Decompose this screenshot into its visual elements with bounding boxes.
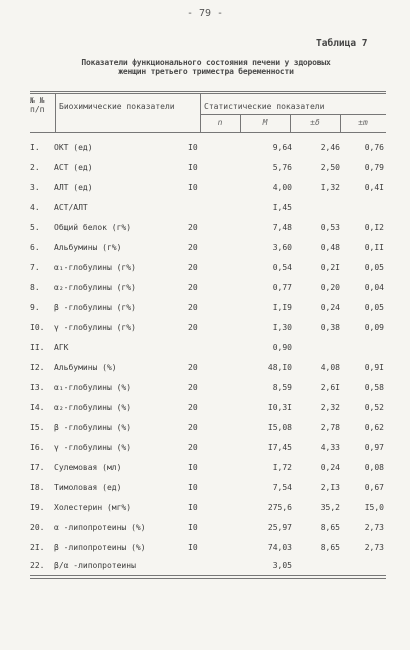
row-mean: 25,97 xyxy=(267,523,292,532)
row-mean: I,45 xyxy=(272,203,292,212)
row-mean: 3,60 xyxy=(272,243,292,252)
row-indicator: γ -глобулины (%) xyxy=(54,443,132,452)
row-number: 6. xyxy=(30,243,40,252)
table-row xyxy=(30,403,386,423)
row-number: II. xyxy=(30,343,45,352)
row-n: 20 xyxy=(188,263,198,272)
row-indicator: Альбумины (%) xyxy=(54,363,117,372)
row-mean: 0,77 xyxy=(272,283,292,292)
table-top-rule-2 xyxy=(30,93,386,94)
row-number: I4. xyxy=(30,403,45,412)
row-number: I. xyxy=(30,143,40,152)
table-row xyxy=(30,163,386,183)
row-m-error: 0,62 xyxy=(364,423,384,432)
table-row xyxy=(30,523,386,543)
row-n: I0 xyxy=(188,183,198,192)
header-mm: ±m xyxy=(358,118,368,127)
row-mean: 7,54 xyxy=(272,483,292,492)
row-number: I3. xyxy=(30,383,45,392)
row-sd: 0,24 xyxy=(320,463,340,472)
table-row xyxy=(30,443,386,463)
row-sd: 4,33 xyxy=(320,443,340,452)
row-m-error: 0,9I xyxy=(364,363,384,372)
row-mean: 0,90 xyxy=(272,343,292,352)
row-m-error: 0,79 xyxy=(364,163,384,172)
table-row xyxy=(30,143,386,163)
table-row xyxy=(30,323,386,343)
row-mean: 74,03 xyxy=(267,543,292,552)
table-row xyxy=(30,503,386,523)
table-top-rule xyxy=(30,91,386,92)
page-number: - 79 - xyxy=(186,8,224,19)
row-indicator: Альбумины (г%) xyxy=(54,243,122,252)
row-n: I0 xyxy=(188,523,198,532)
row-number: 8. xyxy=(30,283,40,292)
row-n: 20 xyxy=(188,383,198,392)
row-indicator: α₁-глобулины (г%) xyxy=(54,263,136,272)
row-n: I0 xyxy=(188,503,198,512)
row-mean: 4,00 xyxy=(272,183,292,192)
row-sd: 0,53 xyxy=(320,223,340,232)
row-sd: 2,46 xyxy=(320,143,340,152)
row-sd: 2,78 xyxy=(320,423,340,432)
row-number: I9. xyxy=(30,503,45,512)
row-m-error: 0,09 xyxy=(364,323,384,332)
header-num: № № xyxy=(30,96,45,105)
table-row xyxy=(30,343,386,363)
row-indicator: АСТ (ед) xyxy=(54,163,93,172)
row-mean: 275,6 xyxy=(267,503,292,512)
row-n: 20 xyxy=(188,403,198,412)
table-row xyxy=(30,561,386,581)
header-num-2: п/п xyxy=(30,105,45,114)
row-mean: 9,64 xyxy=(272,143,292,152)
row-number: 22. xyxy=(30,561,45,570)
row-number: 7. xyxy=(30,263,40,272)
row-m-error: 0,II xyxy=(364,243,384,252)
table-row xyxy=(30,223,386,243)
row-sd: I,32 xyxy=(320,183,340,192)
table-row xyxy=(30,303,386,323)
row-n: I0 xyxy=(188,143,198,152)
table-row xyxy=(30,263,386,283)
row-number: I0. xyxy=(30,323,45,332)
row-n: I0 xyxy=(188,543,198,552)
table-row xyxy=(30,243,386,263)
row-m-error: 0,05 xyxy=(364,263,384,272)
row-mean: 8,59 xyxy=(272,383,292,392)
row-m-error: 0,4I xyxy=(364,183,384,192)
row-indicator: α₂-глобулины (%) xyxy=(54,403,132,412)
row-m-error: 0,67 xyxy=(364,483,384,492)
row-sd: 0,38 xyxy=(320,323,340,332)
table-row xyxy=(30,463,386,483)
row-n: 20 xyxy=(188,223,198,232)
row-sd: 0,20 xyxy=(320,283,340,292)
row-mean: I,72 xyxy=(272,463,292,472)
row-number: 4. xyxy=(30,203,40,212)
header-sd: ±δ xyxy=(310,118,320,127)
row-m-error: 0,76 xyxy=(364,143,384,152)
table-row xyxy=(30,363,386,383)
table-row xyxy=(30,183,386,203)
row-number: 20. xyxy=(30,523,45,532)
row-n: 20 xyxy=(188,303,198,312)
row-indicator: Холестерин (мг%) xyxy=(54,503,132,512)
row-number: 3. xyxy=(30,183,40,192)
row-indicator: Общий белок (г%) xyxy=(54,223,132,232)
row-mean: I7,45 xyxy=(267,443,292,452)
table-row xyxy=(30,423,386,443)
row-indicator: АГК xyxy=(54,343,69,352)
row-indicator: γ -глобулины (г%) xyxy=(54,323,136,332)
table-row xyxy=(30,283,386,303)
row-m-error: 0,I2 xyxy=(364,223,384,232)
row-mean: 48,I0 xyxy=(267,363,292,372)
row-mean: 7,48 xyxy=(272,223,292,232)
row-indicator: АСТ/АЛТ xyxy=(54,203,88,212)
row-m-error: 2,73 xyxy=(364,523,384,532)
row-indicator: α₁-глобулины (%) xyxy=(54,383,132,392)
row-n: 20 xyxy=(188,443,198,452)
row-mean: I0,3I xyxy=(267,403,292,412)
table-label: Таблица 7 xyxy=(316,38,368,49)
row-indicator: β -липопротеины (%) xyxy=(54,543,146,552)
header-n: n xyxy=(217,118,223,127)
row-n: 20 xyxy=(188,283,198,292)
header-m: M xyxy=(262,118,268,127)
row-number: I5. xyxy=(30,423,45,432)
row-sd: 0,2I xyxy=(320,263,340,272)
table-title xyxy=(20,58,392,76)
row-mean: I5,08 xyxy=(267,423,292,432)
row-n: 20 xyxy=(188,363,198,372)
row-sd: 8,65 xyxy=(320,543,340,552)
row-n: 20 xyxy=(188,243,198,252)
row-number: 9. xyxy=(30,303,40,312)
row-sd: 2,6I xyxy=(320,383,340,392)
table-row xyxy=(30,383,386,403)
row-indicator: α -липопротеины (%) xyxy=(54,523,146,532)
row-n: I0 xyxy=(188,463,198,472)
title-line-1: Показатели функционального состояния печени у здоровых xyxy=(81,58,331,67)
row-sd: 8,65 xyxy=(320,523,340,532)
row-n: 20 xyxy=(188,423,198,432)
row-mean: I,30 xyxy=(272,323,292,332)
header-bottom-rule xyxy=(30,132,386,133)
row-sd: 0,48 xyxy=(320,243,340,252)
header-indicators: Биохимические показатели xyxy=(59,102,175,111)
row-m-error: I5,0 xyxy=(364,503,384,512)
row-indicator: β/α -липопротеины xyxy=(54,561,136,570)
row-m-error: 0,97 xyxy=(364,443,384,452)
row-n: I0 xyxy=(188,483,198,492)
row-m-error: 0,52 xyxy=(364,403,384,412)
title-line-2: женщин третьего триместра беременности xyxy=(118,67,294,76)
row-sd: 35,2 xyxy=(320,503,340,512)
row-indicator: β -глобулины (%) xyxy=(54,423,132,432)
row-m-error: 0,05 xyxy=(364,303,384,312)
row-mean: I,I9 xyxy=(272,303,292,312)
row-n: I0 xyxy=(188,163,198,172)
row-n: 20 xyxy=(188,323,198,332)
stats-divider xyxy=(200,114,386,115)
row-indicator: α₂-глобулины (г%) xyxy=(54,283,136,292)
row-number: 2I. xyxy=(30,543,45,552)
row-number: I2. xyxy=(30,363,45,372)
row-number: 5. xyxy=(30,223,40,232)
col-divider-1 xyxy=(55,93,56,132)
row-sd: 2,50 xyxy=(320,163,340,172)
row-mean: 5,76 xyxy=(272,163,292,172)
row-number: 2. xyxy=(30,163,40,172)
row-m-error: 0,58 xyxy=(364,383,384,392)
row-sd: 4,08 xyxy=(320,363,340,372)
row-indicator: АЛТ (ед) xyxy=(54,183,93,192)
row-indicator: Сулемовая (мл) xyxy=(54,463,122,472)
row-mean: 0,54 xyxy=(272,263,292,272)
row-sd: 2,I3 xyxy=(320,483,340,492)
table-row xyxy=(30,483,386,503)
table-row xyxy=(30,203,386,223)
row-number: I7. xyxy=(30,463,45,472)
row-m-error: 0,04 xyxy=(364,283,384,292)
row-m-error: 0,08 xyxy=(364,463,384,472)
row-mean: 3,05 xyxy=(272,561,292,570)
row-sd: 2,32 xyxy=(320,403,340,412)
row-indicator: ОКТ (ед) xyxy=(54,143,93,152)
row-number: I6. xyxy=(30,443,45,452)
row-indicator: β -глобулины (г%) xyxy=(54,303,136,312)
row-sd: 0,24 xyxy=(320,303,340,312)
header-stats: Статистические показатели xyxy=(204,102,325,111)
row-indicator: Тимоловая (ед) xyxy=(54,483,122,492)
row-number: I8. xyxy=(30,483,45,492)
table-row xyxy=(30,543,386,563)
row-m-error: 2,73 xyxy=(364,543,384,552)
